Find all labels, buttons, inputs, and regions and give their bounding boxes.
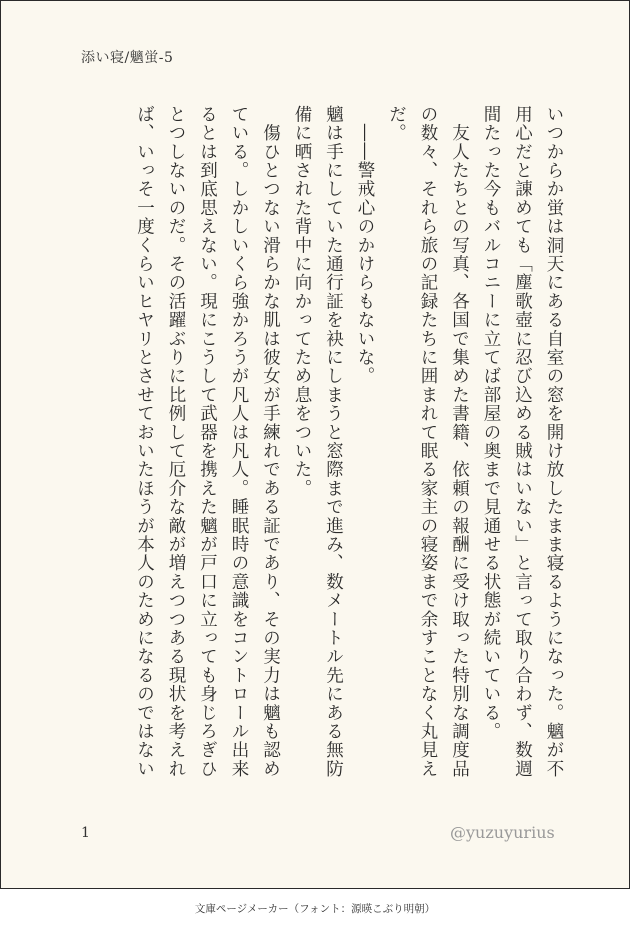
paragraph: いつからか蛍は洞天にある自室の窓を開け放したまま寝るようになった。魑が不用心だと諌めても「塵歌壺に忍び込める賊はいない」と言って取り合わず、数週間たった今もバルコニーに立てば部屋の奥まで見通せる状態が続いている。 <box>481 105 564 779</box>
paragraph: ――警戒心のかけらもないな。 <box>355 105 375 386</box>
page-number: 1 <box>81 825 90 841</box>
vertical-body-text <box>128 105 569 795</box>
paragraph: 友人たちとの写真、各国で集めた書籍、依頼の報酬に受け取った特別な調度品の数々、それら旅の記録たちに囲まれて眠る家主の寝姿まで余すことなく丸見えだ。 <box>386 105 470 779</box>
author-handle: @yuzuyurius <box>450 823 555 842</box>
page-title: 添い寝/魑蛍-5 <box>81 50 174 66</box>
generator-credit: 文庫ページメーカー（フォント：源暎こぶり明朝） <box>194 903 436 915</box>
paragraph: 魑は手にしていた通行証を袂にしまうと窓際まで進み、数メートル先にある無防備に晒された背中に向かってため息をついた。 <box>292 105 344 779</box>
paragraph: 傷ひとつない滑らかな肌は彼女が手練れである証であり、その実力は魑も認めている。しかしいくら強かろうが凡人は凡人。睡眠時の意識をコントロール出来るとは到底思えない。現にこうして武器を携えた魑が戸口に立っても身じろぎひとつしないのだ。その活躍ぶりに比例して厄介な敵が増えつつある現状を考えれば、いっそ一度くらいヒヤリとさせておいたほうが本人のためになるのではない <box>134 105 281 779</box>
